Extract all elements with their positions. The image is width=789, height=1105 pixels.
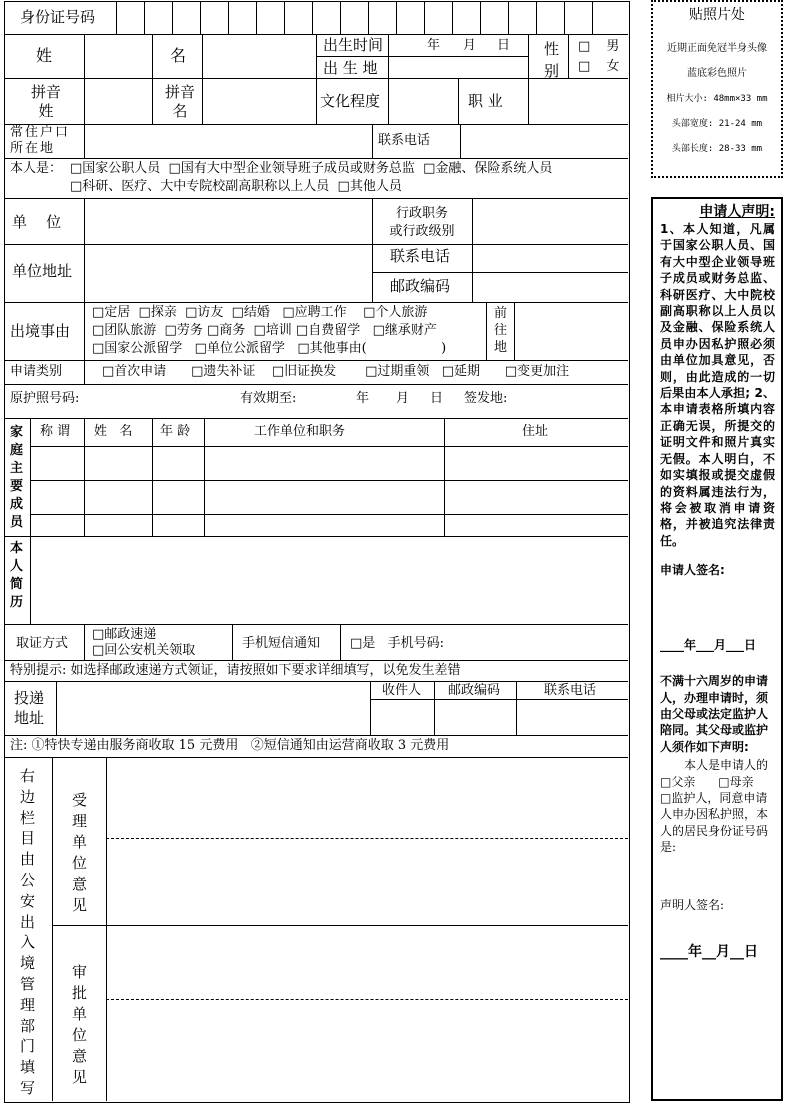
photo-box-line2: 蓝底彩色照片 [687,68,747,79]
applicant-signature-label: 申请人签名: [660,563,725,578]
family-header-name: 姓 名 [94,424,133,439]
birth-day: 日 [497,38,511,53]
old-passport-label: 原护照号码: [10,391,80,406]
given-name-label: 名 [170,46,187,65]
occupation-label: 职 业 [468,92,503,110]
sms-option[interactable]: □是 手机号码: [350,636,445,651]
delivery-phone-label: 联系电话 [544,683,597,698]
guardian-date-line[interactable]: ____年__月__日 [660,943,758,960]
family-header-work: 工作单位和职务 [254,424,346,439]
photo-box-line3: 相片大小: 48mm×33 mm [666,94,768,104]
pickup-options[interactable]: □邮政速递 □回公安机关领取 [92,627,196,658]
photo-box-line1: 近期正面免冠半身头像 [667,43,767,54]
surname-label: 姓 [36,46,53,65]
pinyin-given-label: 拼音 名 [164,83,195,120]
approve-opinion-label: 审 批 单 位 意 见 [72,963,88,1086]
birth-year: 年 [427,38,441,53]
valid-year: 年 [356,391,370,406]
destination-label: 前 往 地 [494,306,508,355]
identity-label: 本人是： [10,161,63,176]
delivery-address-label: 投递 地址 [14,689,45,727]
sms-label: 手机短信通知 [242,636,321,651]
apply-type-options[interactable]: □首次申请 □遗失补证 □旧证换发 □过期重领 □延期 □变更加注 [102,364,570,379]
resume-label: 本 人 简 历 [10,541,24,610]
accept-opinion-label: 受 理 单 位 意 见 [72,791,88,914]
id-number-label: 身份证号码 [20,8,96,26]
identity-options-line1[interactable]: □国家公职人员 □国有大中型企业领导班子成员或财务总监 □金融、保险系统人员 [70,161,553,176]
family-header-age: 年 龄 [160,424,191,439]
family-header-address: 住址 [522,424,549,439]
photo-box-line5: 头部长度: 28-33 mm [671,144,763,154]
exit-reason-options-line1[interactable]: □定居 □探亲 □访友 □结婚 □应聘工作 □个人旅游 [92,305,428,320]
residence-phone-label: 联系电话 [378,133,431,148]
birth-date-label: 出生时间 [323,36,384,54]
family-label: 家 庭 主 要 成 员 [10,425,24,530]
exit-reason-label: 出境事由 [10,322,71,340]
birth-place-label: 出 生 地 [323,59,378,77]
photo-box[interactable] [651,0,783,178]
photo-box-line4: 头部宽度: 21-24 mm [671,119,763,129]
unit-address-label: 单位地址 [12,262,73,280]
special-note: 特别提示: 如选择邮政速递方式领证，请按照如下要求详细填写，以免发生差错 [10,663,461,678]
postal-code-label: 邮政编码 [390,277,451,295]
fee-note: 注: ①特快专递由服务商收取 15 元费用 ②短信通知由运营商收取 3 元费用 [10,738,450,753]
guardian-signature-label: 声明人签名: [660,897,725,912]
gender-female-option[interactable]: □ 女 [578,59,620,74]
valid-until-label: 有效期至: [240,391,297,406]
valid-month: 月 [396,391,410,406]
residence-label: 常住户口 所在地 [10,125,71,156]
photo-box-title: 贴照片处 [689,7,745,23]
unit-phone-label: 联系电话 [390,247,451,265]
guardian-relation-options[interactable]: □父亲 □母亲 [660,774,754,789]
valid-day: 日 [430,391,444,406]
exit-reason-options-line2[interactable]: □团队旅游 □劳务 □商务 □培训 □自费留学 □继承财产 [92,323,437,338]
unit-label: 单 位 [12,213,62,231]
pickup-label: 取证方式 [16,636,69,651]
apply-type-label: 申请类别 [10,364,63,379]
id-number-boxes[interactable] [116,1,628,34]
recipient-label: 收件人 [382,683,422,698]
birth-month: 月 [463,38,477,53]
minor-note: 不满十六周岁的申请人，办理申请时，须由父母或法定监护人陪同。其父母或监护人须作如下声明: [660,674,769,754]
office-use-label: 右 边 栏 目 由 公 安 出 入 境 管 理 部 门 填 写 [20,767,36,1097]
pinyin-surname-label: 拼音 姓 [30,83,61,120]
gender-label: 性 别 [544,40,560,80]
declaration-body: 1、本人知道，凡属于国家公职人员、国有大中型企业领导班子成员或财务总监、科研医疗、大中院校副高职称以上人员以及金融、保险系统人员申办因私护照必须由单位加具意见，否则，由此造成的一切后果由本人承担; 2、本申请表格所填内容正确无误，所提交的证明文件和照片真实无假。本人明白，不如实填报或提交虚假的资料属违法行为，将会被取消申请资格，并被追究法律责任。 [660,222,775,548]
family-header-relation: 称 谓 [40,424,71,439]
delivery-postal-label: 邮政编码 [448,683,501,698]
guardian-text1: 本人是申请人的 [684,758,769,773]
education-label: 文化程度 [320,92,381,110]
issued-at-label: 签发地: [464,391,508,406]
exit-reason-options-line3[interactable]: □国家公派留学 □单位公派留学 □其他事由( ) [92,341,447,356]
admin-rank-label: 行政职务 或行政级别 [389,206,455,239]
identity-options-line2[interactable]: □科研、医疗、大中专院校副高职称以上人员 □其他人员 [70,179,402,194]
guardian-text3: □监护人，同意申请人申办因私护照，本人的居民身份证号码是: [660,790,769,855]
gender-male-option[interactable]: □ 男 [578,39,620,54]
declaration-title: 申请人声明: [699,204,775,220]
declaration-panel [651,197,783,1101]
applicant-date-line[interactable]: ____年___月___日 [660,638,757,653]
